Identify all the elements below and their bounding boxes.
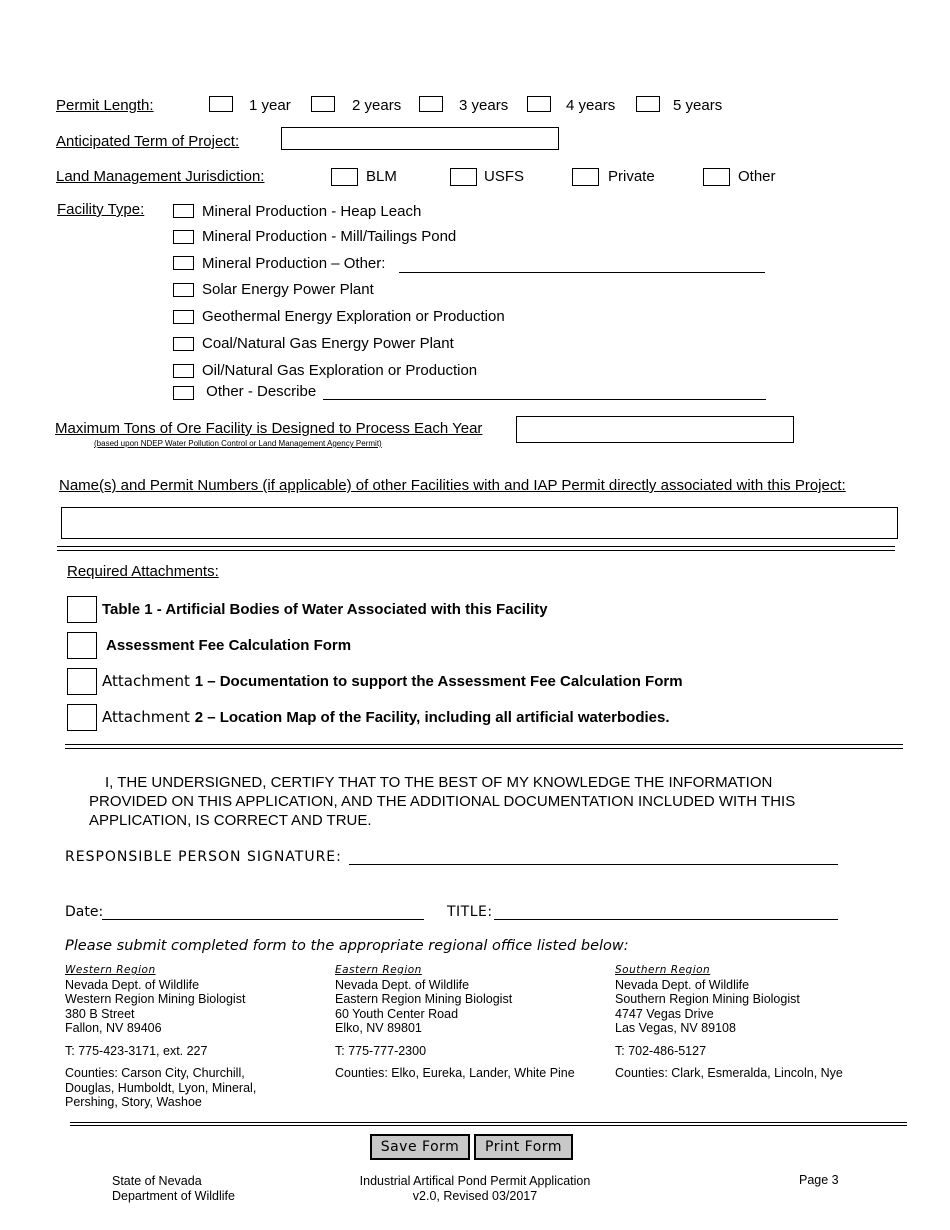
facility-oil-gas-checkbox[interactable]	[173, 364, 194, 378]
title-label: TITLE:	[447, 904, 493, 920]
permit-5-years-label: 5 years	[673, 97, 723, 114]
certification-line-2: PROVIDED ON THIS APPLICATION, AND THE ADDITIONAL DOCUMENTATION INCLUDED WITH THIS	[89, 793, 796, 810]
permit-4-years-checkbox[interactable]	[527, 96, 551, 112]
facility-other-describe-checkbox[interactable]	[173, 386, 194, 400]
attachment-table1-checkbox[interactable]	[67, 596, 97, 623]
jurisdiction-private-checkbox[interactable]	[572, 168, 599, 186]
section-divider	[65, 744, 903, 749]
facility-other-describe-label: Other - Describe	[202, 383, 317, 400]
attachment-1-label: Attachment 1 – Documentation to support the Assessment Fee Calculation Form	[102, 672, 683, 690]
permit-3-years-checkbox[interactable]	[419, 96, 443, 112]
eastern-region-heading: Eastern Region	[335, 964, 422, 976]
footer-document-version: v2.0, Revised 03/2017	[412, 1188, 538, 1203]
southern-region-line: Las Vegas, NV 89108	[615, 1021, 736, 1035]
facility-heap-leach-label: Mineral Production - Heap Leach	[202, 203, 422, 220]
print-form-button[interactable]: Print Form	[474, 1134, 573, 1160]
permit-3-years-label: 3 years	[459, 97, 509, 114]
southern-region-line: 4747 Vegas Drive	[615, 1006, 714, 1021]
eastern-region-line: Eastern Region Mining Biologist	[335, 992, 513, 1006]
facility-other-describe-input-line[interactable]	[323, 399, 766, 400]
attachment-table1-label: Table 1 - Artificial Bodies of Water Associated with this Facility	[102, 601, 548, 618]
jurisdiction-usfs-label: USFS	[484, 168, 525, 185]
max-tons-label: Maximum Tons of Ore Facility is Designed to Process Each Year	[55, 420, 483, 437]
western-region-block	[65, 963, 270, 1110]
permit-1-year-checkbox[interactable]	[209, 96, 233, 112]
eastern-region-counties: Counties: Elko, Eureka, Lander, White Pine	[335, 1066, 575, 1080]
facility-mineral-other-input-line[interactable]	[399, 272, 765, 273]
signature-field[interactable]	[349, 864, 838, 865]
facility-geothermal-label: Geothermal Energy Exploration or Production	[202, 308, 505, 325]
certification-line-1: I, THE UNDERSIGNED, CERTIFY THAT TO THE BEST OF MY KNOWLEDGE THE INFORMATION	[105, 774, 773, 791]
western-region-heading: Western Region	[65, 964, 156, 976]
jurisdiction-blm-label: BLM	[366, 168, 397, 185]
jurisdiction-blm-checkbox[interactable]	[331, 168, 358, 186]
footer-divider	[70, 1122, 907, 1126]
save-form-button[interactable]: Save Form	[370, 1134, 470, 1160]
facility-mill-tailings-checkbox[interactable]	[173, 230, 194, 244]
western-region-counties: Counties: Carson City, Churchill, Douglas, Humboldt, Lyon, Mineral, Pershing, Story, Washoe	[65, 1066, 257, 1109]
eastern-region-line: 60 Youth Center Road	[335, 1006, 459, 1021]
jurisdiction-usfs-checkbox[interactable]	[450, 168, 477, 186]
attachment-2-label: Attachment 2 – Location Map of the Facility, including all artificial waterbodies.	[102, 708, 670, 726]
attachment-1-checkbox[interactable]	[67, 668, 97, 695]
facility-oil-gas-label: Oil/Natural Gas Exploration or Production	[202, 362, 478, 379]
facility-solar-checkbox[interactable]	[173, 283, 194, 297]
footer-document	[340, 1174, 610, 1203]
permit-1-year-label: 1 year	[249, 97, 291, 114]
footer-agency-line: Department of Wildlife	[112, 1188, 235, 1203]
facility-coal-gas-checkbox[interactable]	[173, 337, 194, 351]
southern-region-block	[615, 963, 843, 1081]
other-facilities-label: Name(s) and Permit Numbers (if applicable) of other Facilities with and IAP Permit directly associated with this Project:	[59, 477, 846, 494]
facility-geothermal-checkbox[interactable]	[173, 310, 194, 324]
footer-page-number: Page 3	[799, 1173, 839, 1187]
western-region-line: Western Region Mining Biologist	[65, 992, 246, 1006]
jurisdiction-other-label: Other	[738, 168, 776, 185]
permit-5-years-checkbox[interactable]	[636, 96, 660, 112]
anticipated-term-field[interactable]	[281, 127, 559, 150]
jurisdiction-other-checkbox[interactable]	[703, 168, 730, 186]
attachment-2-checkbox[interactable]	[67, 704, 97, 731]
permit-2-years-checkbox[interactable]	[311, 96, 335, 112]
permit-length-label: Permit Length:	[56, 97, 154, 114]
date-label: Date:	[65, 904, 104, 920]
southern-region-line: Nevada Dept. of Wildlife	[615, 977, 750, 992]
permit-2-years-label: 2 years	[352, 97, 402, 114]
western-region-line: Fallon, NV 89406	[65, 1021, 162, 1035]
attachment-fee-form-checkbox[interactable]	[67, 632, 97, 659]
signature-label: RESPONSIBLE PERSON SIGNATURE:	[65, 849, 342, 865]
max-tons-note: (based upon NDEP Water Pollution Control or Land Management Agency Permit)	[94, 439, 382, 448]
jurisdiction-label: Land Management Jurisdiction:	[56, 168, 265, 185]
western-region-line: Nevada Dept. of Wildlife	[65, 977, 200, 992]
eastern-region-block	[335, 963, 575, 1081]
jurisdiction-private-label: Private	[608, 168, 655, 185]
facility-solar-label: Solar Energy Power Plant	[202, 281, 374, 298]
footer-agency	[112, 1174, 235, 1203]
facility-mineral-other-label: Mineral Production – Other:	[202, 255, 386, 272]
footer-document-title: Industrial Artifical Pond Permit Application	[359, 1174, 591, 1188]
attachment-fee-form-label: Assessment Fee Calculation Form	[106, 637, 352, 654]
eastern-region-phone: T: 775-777-2300	[335, 1043, 427, 1058]
facility-heap-leach-checkbox[interactable]	[173, 204, 194, 218]
other-facilities-field[interactable]	[61, 507, 898, 539]
footer-agency-line: State of Nevada	[112, 1174, 202, 1188]
western-region-line: 380 B Street	[65, 1006, 135, 1021]
eastern-region-line: Elko, NV 89801	[335, 1021, 422, 1035]
permit-4-years-label: 4 years	[566, 97, 616, 114]
eastern-region-line: Nevada Dept. of Wildlife	[335, 977, 470, 992]
facility-coal-gas-label: Coal/Natural Gas Energy Power Plant	[202, 335, 454, 352]
date-field[interactable]	[102, 919, 424, 920]
max-tons-field[interactable]	[516, 416, 794, 443]
facility-mill-tailings-label: Mineral Production - Mill/Tailings Pond	[202, 228, 457, 245]
southern-region-heading: Southern Region	[615, 964, 711, 976]
western-region-phone: T: 775-423-3171, ext. 227	[65, 1043, 208, 1058]
southern-region-counties: Counties: Clark, Esmeralda, Lincoln, Nye	[615, 1066, 843, 1080]
title-field[interactable]	[494, 919, 838, 920]
certification-line-3: APPLICATION, IS CORRECT AND TRUE.	[89, 812, 372, 829]
section-divider	[57, 546, 895, 551]
southern-region-phone: T: 702-486-5127	[615, 1043, 707, 1058]
attachments-label: Required Attachments:	[67, 563, 219, 580]
anticipated-term-label: Anticipated Term of Project:	[56, 133, 240, 150]
submit-note: Please submit completed form to the appropriate regional office listed below:	[65, 938, 629, 954]
facility-type-label: Facility Type:	[57, 201, 145, 218]
southern-region-line: Southern Region Mining Biologist	[615, 992, 800, 1006]
facility-mineral-other-checkbox[interactable]	[173, 256, 194, 270]
